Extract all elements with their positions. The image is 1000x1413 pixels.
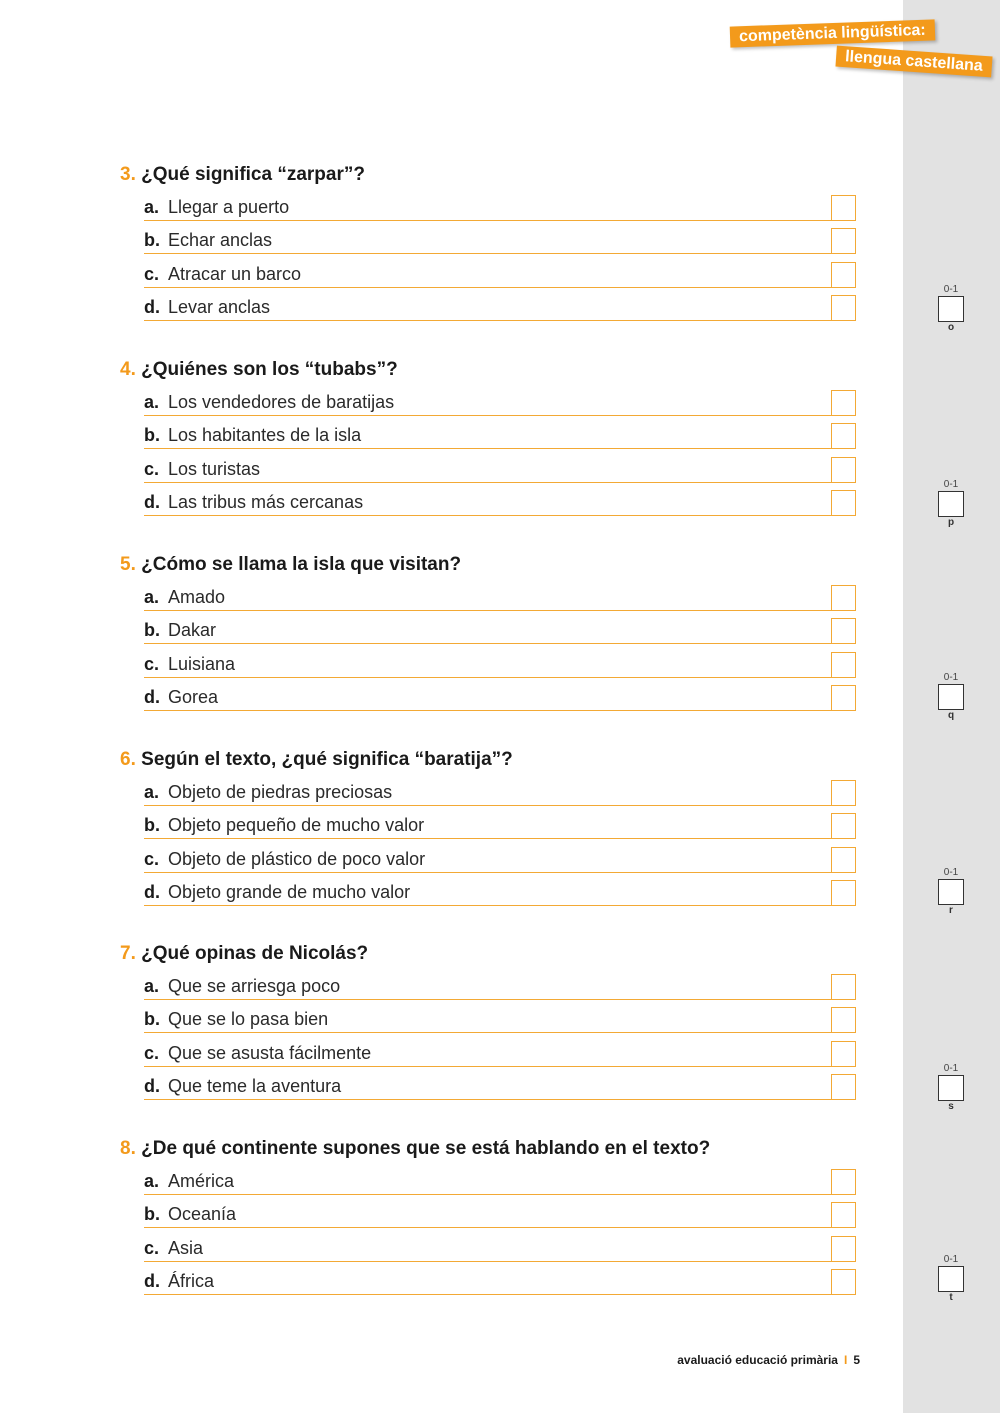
answer-checkbox[interactable] (831, 880, 856, 905)
answer-options (120, 577, 860, 711)
option-letter: c. (144, 458, 160, 479)
option-letter: c. (144, 848, 160, 869)
option-letter: d. (144, 1076, 160, 1096)
answer-checkbox[interactable] (831, 1074, 856, 1099)
score-range: 0-1 (943, 1254, 959, 1265)
answer-option[interactable] (144, 1195, 856, 1229)
option-letter: d. (144, 1271, 160, 1291)
option-letter: b. (144, 1009, 160, 1029)
answer-option[interactable] (144, 382, 856, 416)
footer-separator: I (843, 1353, 848, 1367)
answer-option[interactable] (144, 644, 856, 678)
option-letter: d. (144, 492, 160, 512)
score-box[interactable] (938, 1266, 964, 1292)
option-text: África (168, 1271, 215, 1291)
question-number: 7. (120, 943, 136, 964)
answer-option[interactable] (144, 577, 856, 611)
score-field (938, 479, 964, 528)
option-text: Gorea (168, 687, 219, 707)
answer-option[interactable] (144, 221, 856, 255)
answer-option[interactable] (144, 772, 856, 806)
answer-checkbox[interactable] (831, 228, 856, 253)
page-footer (600, 1352, 860, 1368)
option-letter: a. (144, 1170, 160, 1191)
score-range: 0-1 (943, 867, 959, 878)
answer-option[interactable] (144, 416, 856, 450)
question-number: 8. (120, 1138, 136, 1159)
option-text: Que se asusta fácilmente (168, 1042, 372, 1063)
score-box[interactable] (938, 1075, 964, 1101)
option-text: Dakar (168, 620, 217, 640)
score-field (938, 1254, 964, 1303)
answer-option[interactable] (144, 449, 856, 483)
page-number: 5 (853, 1353, 860, 1367)
answer-option[interactable] (144, 1000, 856, 1034)
answer-option[interactable] (144, 1228, 856, 1262)
option-text: Objeto grande de mucho valor (168, 882, 411, 902)
question-block (120, 163, 860, 321)
score-field (938, 284, 964, 333)
option-text: Objeto pequeño de mucho valor (168, 815, 425, 835)
answer-checkbox[interactable] (831, 1007, 856, 1032)
answer-option[interactable] (144, 483, 856, 517)
option-text: Atracar un barco (168, 263, 302, 284)
answer-checkbox[interactable] (831, 390, 856, 415)
question-title (120, 553, 860, 577)
option-text: Amado (168, 586, 226, 607)
question-text: ¿Qué significa “zarpar”? (141, 164, 365, 185)
question-block (120, 553, 860, 711)
option-text: Objeto de plástico de poco valor (168, 848, 426, 869)
option-letter: c. (144, 263, 160, 284)
answer-checkbox[interactable] (831, 195, 856, 220)
score-letter: o (947, 322, 955, 333)
answer-option[interactable] (144, 678, 856, 712)
option-text: Los vendedores de baratijas (168, 391, 395, 412)
question-block (120, 1137, 860, 1295)
question-text: ¿Qué opinas de Nicolás? (141, 943, 369, 964)
option-text: Las tribus más cercanas (168, 492, 364, 512)
score-box[interactable] (938, 296, 964, 322)
score-field (938, 672, 964, 721)
question-block (120, 748, 860, 906)
option-text: Los turistas (168, 458, 261, 479)
question-text: ¿De qué continente supones que se está hablando en el texto? (141, 1138, 711, 1159)
question-number: 3. (120, 164, 136, 185)
answer-option[interactable] (144, 254, 856, 288)
option-text: Que teme la aventura (168, 1076, 342, 1096)
option-letter: a. (144, 391, 160, 412)
answer-options (120, 187, 860, 321)
option-letter: c. (144, 1237, 160, 1258)
answer-checkbox[interactable] (831, 295, 856, 320)
score-box[interactable] (938, 491, 964, 517)
option-text: Oceanía (168, 1204, 237, 1224)
answer-option[interactable] (144, 288, 856, 322)
answer-option[interactable] (144, 966, 856, 1000)
score-letter: p (947, 517, 955, 528)
answer-checkbox[interactable] (831, 423, 856, 448)
answer-checkbox[interactable] (831, 618, 856, 643)
score-field (938, 1063, 964, 1112)
answer-option[interactable] (144, 1262, 856, 1296)
answer-checkbox[interactable] (831, 262, 856, 287)
option-letter: a. (144, 196, 160, 217)
answer-option[interactable] (144, 806, 856, 840)
question-text: ¿Cómo se llama la isla que visitan? (141, 554, 462, 575)
option-letter: b. (144, 1204, 160, 1224)
subject-tag-competence: competència lingüística: (730, 19, 935, 47)
answer-checkbox[interactable] (831, 1236, 856, 1261)
question-title (120, 1137, 860, 1161)
answer-checkbox[interactable] (831, 1041, 856, 1066)
question-number: 5. (120, 554, 136, 575)
footer-text: avaluació educació primària (677, 1353, 838, 1367)
question-title (120, 358, 860, 382)
score-range: 0-1 (943, 284, 959, 295)
answer-checkbox[interactable] (831, 685, 856, 710)
answer-checkbox[interactable] (831, 1202, 856, 1227)
answer-option[interactable] (144, 873, 856, 907)
answer-checkbox[interactable] (831, 780, 856, 805)
option-letter: b. (144, 425, 160, 445)
score-box[interactable] (938, 684, 964, 710)
option-text: Los habitantes de la isla (168, 425, 362, 445)
option-letter: c. (144, 1042, 160, 1063)
score-letter: s (948, 1101, 954, 1112)
score-range: 0-1 (943, 479, 959, 490)
question-number: 6. (120, 749, 136, 770)
score-field (938, 867, 964, 916)
option-letter: d. (144, 687, 160, 707)
answer-checkbox[interactable] (831, 1169, 856, 1194)
option-letter: d. (144, 882, 160, 902)
option-text: Que se lo pasa bien (168, 1009, 329, 1029)
option-letter: b. (144, 620, 160, 640)
question-text: Según el texto, ¿qué significa “baratija”? (141, 749, 513, 770)
option-letter: b. (144, 815, 160, 835)
score-letter: q (947, 710, 955, 721)
answer-option[interactable] (144, 1033, 856, 1067)
option-text: Echar anclas (168, 230, 273, 250)
option-letter: a. (144, 781, 160, 802)
option-text: Asia (168, 1237, 204, 1258)
score-letter: t (949, 1292, 953, 1303)
answer-checkbox[interactable] (831, 847, 856, 872)
option-text: Llegar a puerto (168, 196, 290, 217)
answer-option[interactable] (144, 1067, 856, 1101)
answer-option[interactable] (144, 839, 856, 873)
answer-options (120, 382, 860, 516)
score-range: 0-1 (943, 672, 959, 683)
option-letter: a. (144, 586, 160, 607)
option-text: Objeto de piedras preciosas (168, 781, 393, 802)
score-letter: r (949, 905, 953, 916)
option-text: Luisiana (168, 653, 236, 674)
answer-checkbox[interactable] (831, 1269, 856, 1294)
score-box[interactable] (938, 879, 964, 905)
answer-option[interactable] (144, 1161, 856, 1195)
question-number: 4. (120, 359, 136, 380)
option-letter: c. (144, 653, 160, 674)
answer-options (120, 772, 860, 906)
question-block (120, 942, 860, 1100)
answer-checkbox[interactable] (831, 585, 856, 610)
question-text: ¿Quiénes son los “tubabs”? (141, 359, 398, 380)
answer-checkbox[interactable] (831, 457, 856, 482)
question-block (120, 358, 860, 516)
question-title (120, 748, 860, 772)
subject-tag-language: llengua castellana (835, 46, 992, 78)
answer-checkbox[interactable] (831, 652, 856, 677)
option-letter: d. (144, 297, 160, 317)
answer-checkbox[interactable] (831, 974, 856, 999)
option-text: Levar anclas (168, 297, 271, 317)
question-title (120, 942, 860, 966)
option-letter: b. (144, 230, 160, 250)
question-title (120, 163, 860, 187)
answer-options (120, 1161, 860, 1295)
answer-options (120, 966, 860, 1100)
answer-checkbox[interactable] (831, 490, 856, 515)
option-text: Que se arriesga poco (168, 975, 341, 996)
option-letter: a. (144, 975, 160, 996)
answer-checkbox[interactable] (831, 813, 856, 838)
score-range: 0-1 (943, 1063, 959, 1074)
answer-option[interactable] (144, 187, 856, 221)
option-text: América (168, 1170, 235, 1191)
answer-option[interactable] (144, 611, 856, 645)
